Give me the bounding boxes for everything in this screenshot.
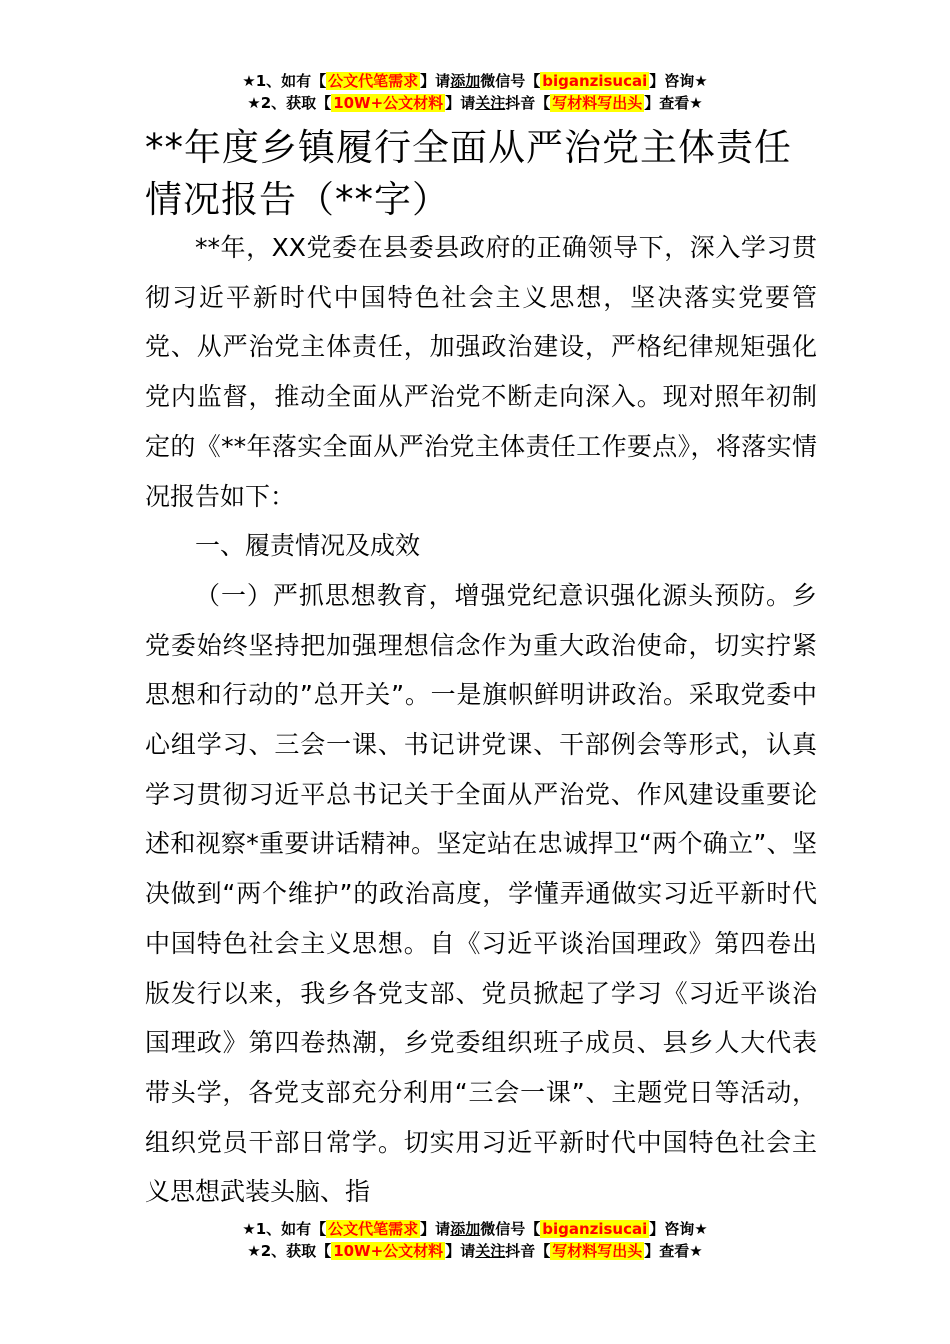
promo-text: 】咨询★ bbox=[649, 72, 708, 90]
promo-text: 】查看★ bbox=[644, 1242, 703, 1260]
promo-text: 】请 bbox=[445, 94, 476, 112]
promo-highlight: 写材料写出头 bbox=[552, 94, 643, 112]
promo-highlight: 写材料写出头 bbox=[552, 1242, 643, 1260]
promo-line-2 bbox=[0, 1240, 950, 1262]
section-heading: 一、履责情况及成效 bbox=[195, 531, 421, 561]
paragraph: （一）严抓思想教育，增强党纪意识强化源头预防。乡党委始终坚持把加强理想信念作为重大政治使命，切实拧紧思想和行动的”总开关”。一是旗帜鲜明讲政治。采取党委中心组学习、三会一课、书记讲党课、干部例会等形式，认真学习贯彻习近平总书记关于全面从严治党、作风建设重要论述和视察*重要讲话精神。坚定站在忠诚捍卫“两个确立”、坚决做到“两个维护”的政治高度，学懂弄通做实习近平新时代中国特色社会主义思想。自《习近平谈治国理政》第四卷出版发行以来，我乡各党支部、党员掀起了学习《习近平谈治国理政》第四卷热潮，乡党委组织班子成员、县乡人大代表带头学，各党支部充分利用“三会一课”、主题党日等活动，组织党员干部日常学。切实用习近平新时代中国特色社会主义思想武装头脑、指 bbox=[145, 580, 817, 1207]
promo-text: ★1、如有【 bbox=[242, 1220, 327, 1238]
promo-text: 微信号【 bbox=[480, 72, 541, 90]
promo-highlight: biganzisucai bbox=[542, 72, 648, 90]
promo-line-1 bbox=[0, 1218, 950, 1240]
promo-highlight: biganzisucai bbox=[542, 1220, 648, 1238]
promo-highlight: 10W+公文材料 bbox=[333, 1242, 444, 1260]
promo-underlined: 关注 bbox=[475, 1242, 506, 1260]
promo-text: ★2、获取【 bbox=[247, 1242, 332, 1260]
header-promo-banner bbox=[0, 70, 950, 114]
footer-promo-banner bbox=[0, 1218, 950, 1262]
promo-highlight: 公文代笔需求 bbox=[328, 72, 419, 90]
promo-line-1 bbox=[0, 70, 950, 92]
promo-text: 】请 bbox=[420, 1220, 451, 1238]
promo-underlined: 关注 bbox=[475, 94, 506, 112]
promo-text: 抖音【 bbox=[505, 94, 551, 112]
promo-text: 微信号【 bbox=[480, 1220, 541, 1238]
document-body bbox=[145, 223, 817, 1217]
document-title: **年度乡镇履行全面从严治党主体责任情况报告（**字） bbox=[145, 126, 792, 221]
promo-text: 】查看★ bbox=[644, 94, 703, 112]
paragraph: **年，XX党委在县委县政府的正确领导下，深入学习贯彻习近平新时代中国特色社会主义思想，坚决落实党要管党、从严治党主体责任，加强政治建设，严格纪律规矩强化党内监督，推动全面从严治党不断走向深入。现对照年初制定的《**年落实全面从严治党主体责任工作要点》，将落实情况报告如下： bbox=[145, 233, 817, 511]
promo-line-2 bbox=[0, 92, 950, 114]
promo-text: ★2、获取【 bbox=[247, 94, 332, 112]
promo-text: 抖音【 bbox=[505, 1242, 551, 1260]
promo-underlined: 添加 bbox=[450, 72, 481, 90]
promo-underlined: 添加 bbox=[450, 1220, 481, 1238]
promo-text: 】请 bbox=[445, 1242, 476, 1260]
promo-highlight: 公文代笔需求 bbox=[328, 1220, 419, 1238]
promo-text: 】请 bbox=[420, 72, 451, 90]
promo-text: ★1、如有【 bbox=[242, 72, 327, 90]
promo-text: 】咨询★ bbox=[649, 1220, 708, 1238]
promo-highlight: 10W+公文材料 bbox=[333, 94, 444, 112]
